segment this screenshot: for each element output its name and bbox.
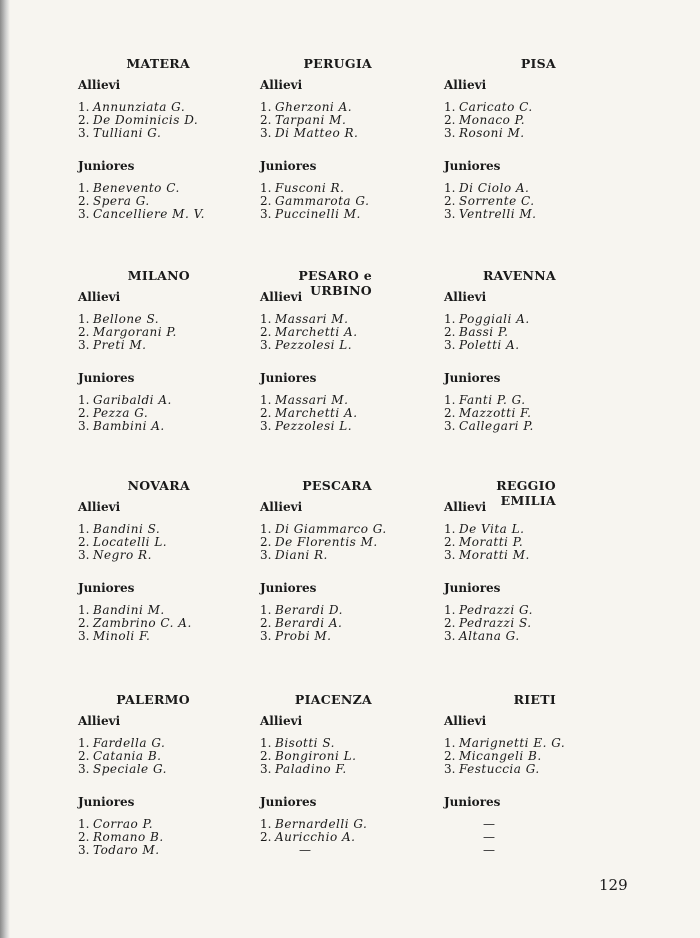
list-item <box>444 630 624 643</box>
juniores-heading: Juniores <box>78 581 135 596</box>
rank-number: 1. <box>78 736 90 750</box>
athlete-name: Cancelliere M. V. <box>93 206 205 221</box>
athlete-name: Massari M. <box>275 393 349 408</box>
list-item <box>444 737 624 750</box>
allievi-heading: Allievi <box>78 714 121 728</box>
allievi-list <box>444 737 624 775</box>
list-item <box>78 127 258 140</box>
athlete-name: Massari M. <box>275 312 349 326</box>
list-item <box>444 339 624 352</box>
rank-number: 3. <box>444 337 456 352</box>
juniores-heading: Juniores <box>78 159 135 174</box>
list-item <box>78 114 258 127</box>
athlete-name: Rosoni M. <box>459 125 525 140</box>
province-title: MILANO <box>127 268 190 283</box>
list-item <box>260 536 440 549</box>
list-item <box>260 844 440 857</box>
athlete-name: Berardi D. <box>275 603 343 618</box>
page-number: 129 <box>599 876 628 894</box>
rank-number: 2. <box>78 112 90 127</box>
athlete-name: Probi M. <box>275 628 332 643</box>
athlete-name: Bisotti S. <box>275 736 335 750</box>
allievi-list <box>78 313 258 351</box>
rank-number: 3. <box>78 418 90 433</box>
province-section <box>444 56 624 221</box>
list-item <box>78 339 258 352</box>
list-item <box>260 114 440 127</box>
athlete-name: Puccinelli M. <box>275 206 361 221</box>
rank-number: 3. <box>260 418 272 433</box>
juniores-heading: Juniores <box>260 795 317 810</box>
rank-number: 1. <box>260 393 272 408</box>
juniores-heading: Juniores <box>78 371 135 386</box>
rank-number: 1. <box>260 736 272 750</box>
province-section <box>260 56 440 221</box>
list-item <box>260 313 440 326</box>
rank-number: 2. <box>260 616 272 631</box>
athlete-name: Bernardelli G. <box>275 817 368 832</box>
rank-number: 1. <box>260 603 272 618</box>
rank-number: 1. <box>260 817 272 832</box>
athlete-name: Negro R. <box>93 547 152 562</box>
athlete-name: Romano B. <box>93 830 164 845</box>
rank-number: 2. <box>444 534 456 549</box>
allievi-heading: Allievi <box>444 714 487 728</box>
list-item <box>444 549 624 562</box>
athlete-name: Todaro M. <box>93 842 160 857</box>
athlete-name: Marchetti A. <box>275 324 358 339</box>
juniores-list <box>444 818 624 856</box>
athlete-name: Sorrente C. <box>459 194 535 209</box>
list-item <box>78 101 258 114</box>
juniores-list <box>444 394 624 432</box>
rank-number: 1. <box>260 312 272 326</box>
province-title: PIACENZA <box>294 692 372 707</box>
rank-number: 3. <box>78 337 90 352</box>
athlete-name: Pedrazzi S. <box>459 616 532 631</box>
athlete-name: Benevento C. <box>93 181 180 196</box>
list-item <box>444 114 624 127</box>
allievi-list <box>78 101 258 139</box>
athlete-name: Catania B. <box>93 748 162 763</box>
allievi-list <box>444 101 624 139</box>
rank-number: 2. <box>260 194 272 209</box>
province-title: PALERMO <box>116 692 190 707</box>
rank-number: 1. <box>444 181 456 196</box>
athlete-name: Fanti P. G. <box>459 393 526 408</box>
athlete-name: Pezza G. <box>93 406 149 421</box>
juniores-heading: Juniores <box>260 581 317 596</box>
juniores-heading: Juniores <box>260 159 317 174</box>
athlete-name: Pezzolesi L. <box>275 418 353 433</box>
province-section <box>444 692 624 857</box>
list-item <box>78 750 258 763</box>
list-item <box>260 127 440 140</box>
athlete-name: Poggiali A. <box>459 312 530 326</box>
allievi-heading: Allievi <box>78 500 121 514</box>
list-item <box>78 737 258 750</box>
juniores-heading: Juniores <box>78 795 135 810</box>
athlete-name: Paladino F. <box>275 761 347 776</box>
rank-number: 1. <box>444 312 456 326</box>
juniores-list <box>260 604 440 642</box>
rank-number: 2. <box>260 406 272 421</box>
juniores-list <box>78 182 258 220</box>
rank-number: 2. <box>260 324 272 339</box>
allievi-heading: Allievi <box>260 500 303 514</box>
list-item <box>444 536 624 549</box>
list-item <box>260 326 440 339</box>
rank-number: 1. <box>78 522 90 536</box>
province-section <box>78 268 258 433</box>
athlete-name: Fardella G. <box>93 736 166 750</box>
allievi-list <box>260 101 440 139</box>
province-section <box>260 692 440 857</box>
juniores-heading: Juniores <box>444 795 501 810</box>
juniores-heading: Juniores <box>444 581 501 596</box>
list-item <box>78 630 258 643</box>
rank-number: 3. <box>260 547 272 562</box>
list-item <box>260 101 440 114</box>
rank-number: 2. <box>260 748 272 763</box>
rank-number <box>444 818 459 831</box>
rank-number: 2. <box>444 194 456 209</box>
juniores-heading: Juniores <box>260 371 317 386</box>
rank-number: 3. <box>78 761 90 776</box>
allievi-list <box>444 313 624 351</box>
rank-number: 2. <box>78 830 90 845</box>
rank-number: 3. <box>260 337 272 352</box>
allievi-list <box>260 313 440 351</box>
rank-number: 2. <box>78 616 90 631</box>
rank-number: 3. <box>260 761 272 776</box>
province-section <box>78 478 258 643</box>
list-item <box>260 549 440 562</box>
list-item <box>444 313 624 326</box>
list-item <box>260 208 440 221</box>
rank-number: 3. <box>444 628 456 643</box>
athlete-name: Altana G. <box>459 628 520 643</box>
athlete-name: Bambini A. <box>93 418 165 433</box>
athlete-name: Minoli F. <box>93 628 151 643</box>
athlete-name: De Vita L. <box>459 522 525 536</box>
list-item <box>260 523 440 536</box>
empty-dash: — <box>299 842 311 857</box>
athlete-name: Garibaldi A. <box>93 393 172 408</box>
list-item <box>444 326 624 339</box>
list-item <box>78 536 258 549</box>
rank-number: 2. <box>78 406 90 421</box>
list-item <box>260 750 440 763</box>
province-section <box>444 478 624 643</box>
province-section <box>260 478 440 643</box>
rank-number: 2. <box>444 112 456 127</box>
athlete-name: Preti M. <box>93 337 147 352</box>
rank-number: 3. <box>78 206 90 221</box>
rank-number: 3. <box>444 761 456 776</box>
rank-number: 1. <box>260 522 272 536</box>
rank-number: 1. <box>78 312 90 326</box>
athlete-name: Di Ciolo A. <box>459 181 530 196</box>
list-item <box>260 630 440 643</box>
rank-number: 1. <box>444 603 456 618</box>
juniores-list <box>444 182 624 220</box>
athlete-name: Tulliani G. <box>93 125 162 140</box>
list-item <box>444 844 624 857</box>
list-item <box>260 831 440 844</box>
allievi-heading: Allievi <box>78 290 121 304</box>
rank-number: 2. <box>444 406 456 421</box>
rank-number: 1. <box>444 100 456 114</box>
rank-number: 3. <box>78 842 90 857</box>
rank-number: 2. <box>260 112 272 127</box>
list-item <box>78 549 258 562</box>
rank-number: 2. <box>78 194 90 209</box>
juniores-list <box>78 604 258 642</box>
book-spine-shadow <box>0 0 10 938</box>
empty-dash: — <box>483 842 495 857</box>
athlete-name: Bongironi L. <box>275 748 357 763</box>
rank-number: 3. <box>260 628 272 643</box>
list-item <box>78 523 258 536</box>
athlete-name: Moratti P. <box>459 534 524 549</box>
province-title: RAVENNA <box>482 268 556 283</box>
juniores-list <box>260 394 440 432</box>
athlete-name: Diani R. <box>275 547 328 562</box>
province-title: PESCARA <box>302 478 372 493</box>
rank-number: 2. <box>78 324 90 339</box>
province-section <box>78 692 258 857</box>
rank-number: 1. <box>260 100 272 114</box>
athlete-name: Tarpani M. <box>275 112 347 127</box>
athlete-name: Zambrino C. A. <box>93 616 192 631</box>
list-item <box>260 420 440 433</box>
rank-number <box>444 844 459 857</box>
rank-number: 3. <box>260 206 272 221</box>
province-title: PERUGIA <box>303 56 372 71</box>
list-item <box>444 420 624 433</box>
list-item <box>78 313 258 326</box>
province-section <box>260 268 440 433</box>
athlete-name: Pezzolesi L. <box>275 337 353 352</box>
list-item <box>444 101 624 114</box>
rank-number: 2. <box>78 748 90 763</box>
athlete-name: Festuccia G. <box>459 761 540 776</box>
athlete-name: Bellone S. <box>93 312 160 326</box>
athlete-name: Di Giammarco G. <box>275 522 387 536</box>
list-item <box>444 750 624 763</box>
rank-number: 3. <box>444 206 456 221</box>
allievi-heading: Allievi <box>444 500 487 514</box>
rank-number: 1. <box>78 100 90 114</box>
allievi-heading: Allievi <box>260 78 303 92</box>
athlete-name: Micangeli B. <box>459 748 542 763</box>
athlete-name: Ventrelli M. <box>459 206 537 221</box>
list-item <box>78 208 258 221</box>
list-item <box>444 208 624 221</box>
rank-number: 2. <box>444 324 456 339</box>
rank-number <box>260 844 275 857</box>
athlete-name: Di Matteo R. <box>275 125 359 140</box>
athlete-name: Fusconi R. <box>275 181 345 196</box>
rank-number: 3. <box>78 125 90 140</box>
athlete-name: Monaco P. <box>459 112 526 127</box>
allievi-heading: Allievi <box>444 290 487 304</box>
rank-number: 1. <box>444 736 456 750</box>
rank-number: 2. <box>260 534 272 549</box>
province-title: PESARO e URBINO <box>298 268 372 298</box>
allievi-list <box>260 737 440 775</box>
juniores-heading: Juniores <box>444 159 501 174</box>
athlete-name: Poletti A. <box>459 337 520 352</box>
allievi-list <box>78 737 258 775</box>
athlete-name: Gammarota G. <box>275 194 370 209</box>
juniores-list <box>260 182 440 220</box>
rank-number: 2. <box>78 534 90 549</box>
list-item <box>260 339 440 352</box>
rank-number: 1. <box>444 522 456 536</box>
juniores-list <box>78 394 258 432</box>
list-item <box>444 763 624 776</box>
rank-number: 2. <box>260 830 272 845</box>
province-section <box>78 56 258 221</box>
list-item <box>260 737 440 750</box>
athlete-name: Spera G. <box>93 194 150 209</box>
athlete-name: De Florentis M. <box>275 534 378 549</box>
allievi-list <box>78 523 258 561</box>
athlete-name: Bandini M. <box>93 603 165 618</box>
list-item <box>78 420 258 433</box>
rank-number: 3. <box>260 125 272 140</box>
athlete-name: Mazzotti F. <box>459 406 532 421</box>
rank-number: 3. <box>444 547 456 562</box>
athlete-name: Marignetti E. G. <box>459 736 566 750</box>
athlete-name: Corrao P. <box>93 817 154 832</box>
athlete-name: Pedrazzi G. <box>459 603 533 618</box>
province-title: RIETI <box>513 692 556 707</box>
empty-dash: — <box>483 830 495 845</box>
rank-number: 3. <box>444 418 456 433</box>
empty-dash: — <box>483 817 495 832</box>
juniores-list <box>260 818 440 856</box>
province-title: REGGIO EMILIA <box>496 478 556 508</box>
athlete-name: Moratti M. <box>459 547 530 562</box>
rank-number: 1. <box>260 181 272 196</box>
list-item <box>444 831 624 844</box>
juniores-list <box>78 818 258 856</box>
list-item <box>444 127 624 140</box>
list-item <box>260 763 440 776</box>
athlete-name: Berardi A. <box>275 616 343 631</box>
allievi-heading: Allievi <box>260 714 303 728</box>
rank-number: 3. <box>78 628 90 643</box>
athlete-name: Marchetti A. <box>275 406 358 421</box>
athlete-name: Annunziata G. <box>93 100 186 114</box>
athlete-name: Auricchio A. <box>275 830 356 845</box>
allievi-heading: Allievi <box>444 78 487 92</box>
rank-number: 1. <box>78 181 90 196</box>
rank-number: 1. <box>78 603 90 618</box>
allievi-heading: Allievi <box>260 290 303 304</box>
allievi-heading: Allievi <box>78 78 121 92</box>
rank-number: 1. <box>444 393 456 408</box>
list-item <box>444 523 624 536</box>
athlete-name: Bandini S. <box>93 522 161 536</box>
province-title: NOVARA <box>127 478 190 493</box>
athlete-name: Margorani P. <box>93 324 177 339</box>
list-item <box>78 763 258 776</box>
province-section <box>444 268 624 433</box>
juniores-heading: Juniores <box>444 371 501 386</box>
athlete-name: Locatelli L. <box>93 534 168 549</box>
rank-number: 3. <box>444 125 456 140</box>
athlete-name: Callegari P. <box>459 418 534 433</box>
results-grid <box>78 56 618 896</box>
athlete-name: Bassi P. <box>459 324 509 339</box>
rank-number: 1. <box>78 393 90 408</box>
athlete-name: Speciale G. <box>93 761 167 776</box>
allievi-list <box>444 523 624 561</box>
athlete-name: Gherzoni A. <box>275 100 353 114</box>
allievi-list <box>260 523 440 561</box>
athlete-name: De Dominicis D. <box>93 112 199 127</box>
list-item <box>78 326 258 339</box>
province-title: MATERA <box>126 56 190 71</box>
list-item <box>444 818 624 831</box>
athlete-name: Caricato C. <box>459 100 533 114</box>
list-item <box>78 844 258 857</box>
rank-number <box>444 831 459 844</box>
province-title: PISA <box>520 56 556 71</box>
rank-number: 3. <box>78 547 90 562</box>
rank-number: 2. <box>444 616 456 631</box>
rank-number: 2. <box>444 748 456 763</box>
juniores-list <box>444 604 624 642</box>
rank-number: 1. <box>78 817 90 832</box>
